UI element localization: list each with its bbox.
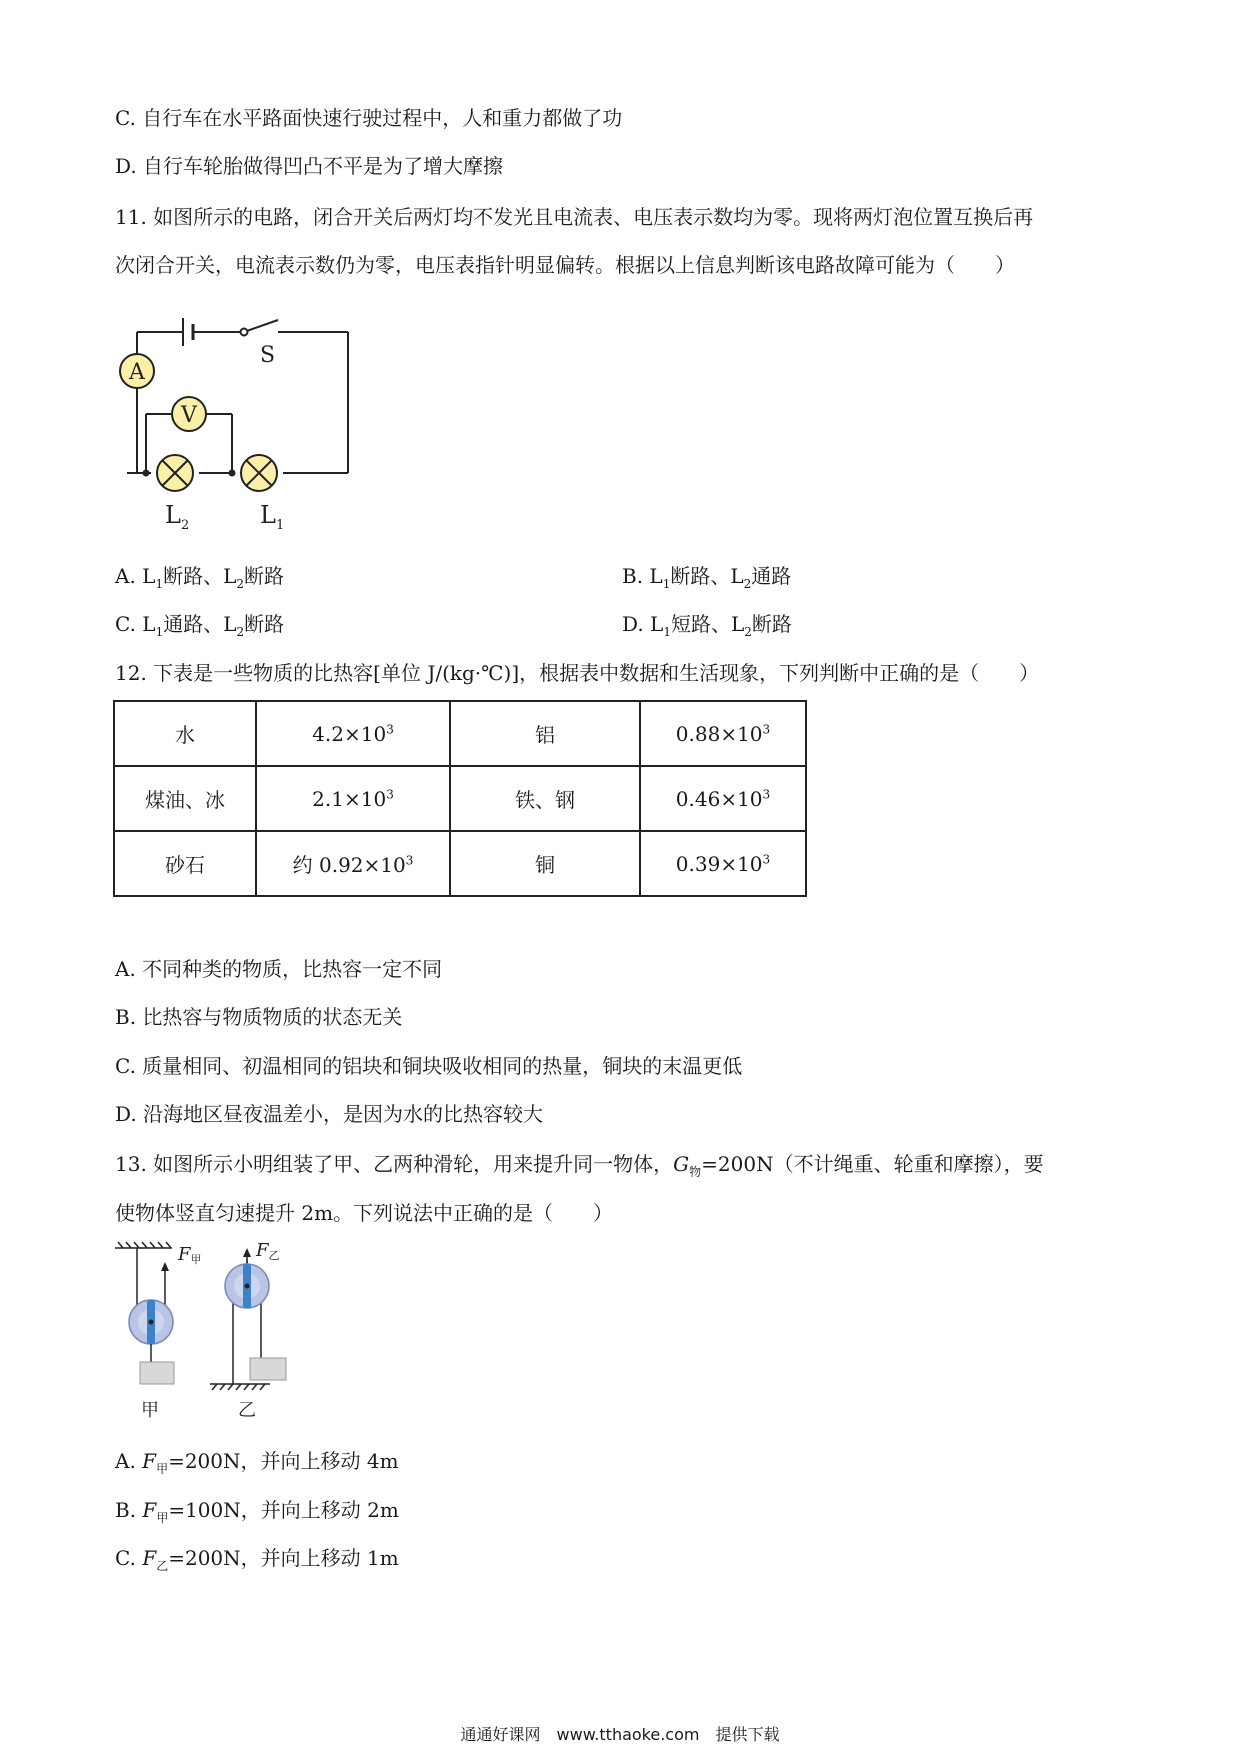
ammeter-label: A <box>129 360 145 385</box>
movable-pulley-icon <box>129 1300 173 1344</box>
table-cell: 约 $0.92\times 10^3$ <box>256 831 450 896</box>
q13-option-b: B. $F_甲=100N$，并向上移动 2m <box>115 1498 399 1525</box>
q11-option-b: B. $L_1$断路、$L_2$通路 <box>622 564 792 591</box>
force-label-right: F乙 <box>256 1240 280 1262</box>
q11-option-d: D. $L_1$短路、$L_2$断路 <box>622 612 792 639</box>
table-cell: 砂石 <box>114 831 256 896</box>
q12-option-d: D. 沿海地区昼夜温差小，是因为水的比热容较大 <box>115 1102 544 1126</box>
table-row <box>114 701 806 766</box>
switch-label: S <box>260 343 276 368</box>
table-cell: $0.46\times 10^3$ <box>640 766 806 831</box>
table-cell: 铁、钢 <box>450 766 640 831</box>
ammeter-icon <box>120 354 154 388</box>
table-cell: $0.39\times 10^3$ <box>640 831 806 896</box>
q12-option-c: C. 质量相同、初温相同的铝块和铜块吸收相同的热量，铜块的末温更低 <box>115 1054 743 1078</box>
q12-option-a: A. 不同种类的物质，比热容一定不同 <box>115 957 443 981</box>
q13-stem-line2: 使物体竖直匀速提升 2m。下列说法中正确的是（ ） <box>115 1201 614 1225</box>
q13-option-a: A. $F_甲=200N$，并向上移动 4m <box>115 1449 399 1476</box>
q11-stem-line1: 11. 如图所示的电路，闭合开关后两灯均不发光且电流表、电压表示数均为零。现将两灯泡位置互换后再 <box>115 205 1034 229</box>
q11-stem-line2: 次闭合开关，电流表示数仍为零，电压表指针明显偏转。根据以上信息判断该电路故障可能为（ ） <box>115 253 1015 277</box>
voltmeter-icon <box>172 397 206 431</box>
q11-option-c: C. $L_1$通路、$L_2$断路 <box>115 612 285 639</box>
voltmeter-label: V <box>181 403 197 428</box>
table-cell: $4.2\times 10^3$ <box>256 701 450 766</box>
specific-heat-table <box>113 700 807 897</box>
table-cell: 铝 <box>450 701 640 766</box>
page-footer: 通通好课网 www.tthaoke.com 提供下载 <box>460 1725 780 1744</box>
q10-option-c: C. 自行车在水平路面快速行驶过程中，人和重力都做了功 <box>115 106 623 130</box>
label-left: 甲 <box>141 1400 159 1421</box>
q12-option-b: B. 比热容与物质物质的状态无关 <box>115 1005 403 1029</box>
table-row <box>114 831 806 896</box>
table-cell: 煤油、冰 <box>114 766 256 831</box>
q11-option-a: A. $L_1$断路、$L_2$断路 <box>115 564 285 591</box>
label-right: 乙 <box>238 1400 256 1421</box>
q13-stem-line1: 13. 如图所示小明组装了甲、乙两种滑轮，用来提升同一物体，$G_物=200N$（不计绳重、轮重和摩擦），要 <box>115 1152 1044 1179</box>
load-block-right <box>250 1358 286 1380</box>
q11-circuit-diagram <box>110 300 360 540</box>
q13-option-c: C. $F_乙=200N$，并向上移动 1m <box>115 1546 399 1573</box>
table-cell: $2.1\times 10^3$ <box>256 766 450 831</box>
table-cell: 水 <box>114 701 256 766</box>
q13-pulley-diagram <box>110 1240 350 1430</box>
lamp-l2-icon <box>157 455 193 491</box>
force-label-left: F甲 <box>178 1244 202 1266</box>
load-block-left <box>140 1362 174 1384</box>
lamp-l2-label: $L_2$ <box>165 501 190 533</box>
table-cell: $0.88\times 10^3$ <box>640 701 806 766</box>
q12-stem: 12. 下表是一些物质的比热容[单位 J/(kg·℃)]，根据表中数据和生活现象，下列判断中正确的是（ ） <box>115 661 1040 685</box>
pulley-right-icon <box>225 1264 269 1308</box>
lamp-l1-icon <box>241 455 277 491</box>
lamp-l1-label: $L_1$ <box>260 501 285 533</box>
table-cell: 铜 <box>450 831 640 896</box>
table-row <box>114 766 806 831</box>
q10-option-d: D. 自行车轮胎做得凹凸不平是为了增大摩擦 <box>115 154 504 178</box>
